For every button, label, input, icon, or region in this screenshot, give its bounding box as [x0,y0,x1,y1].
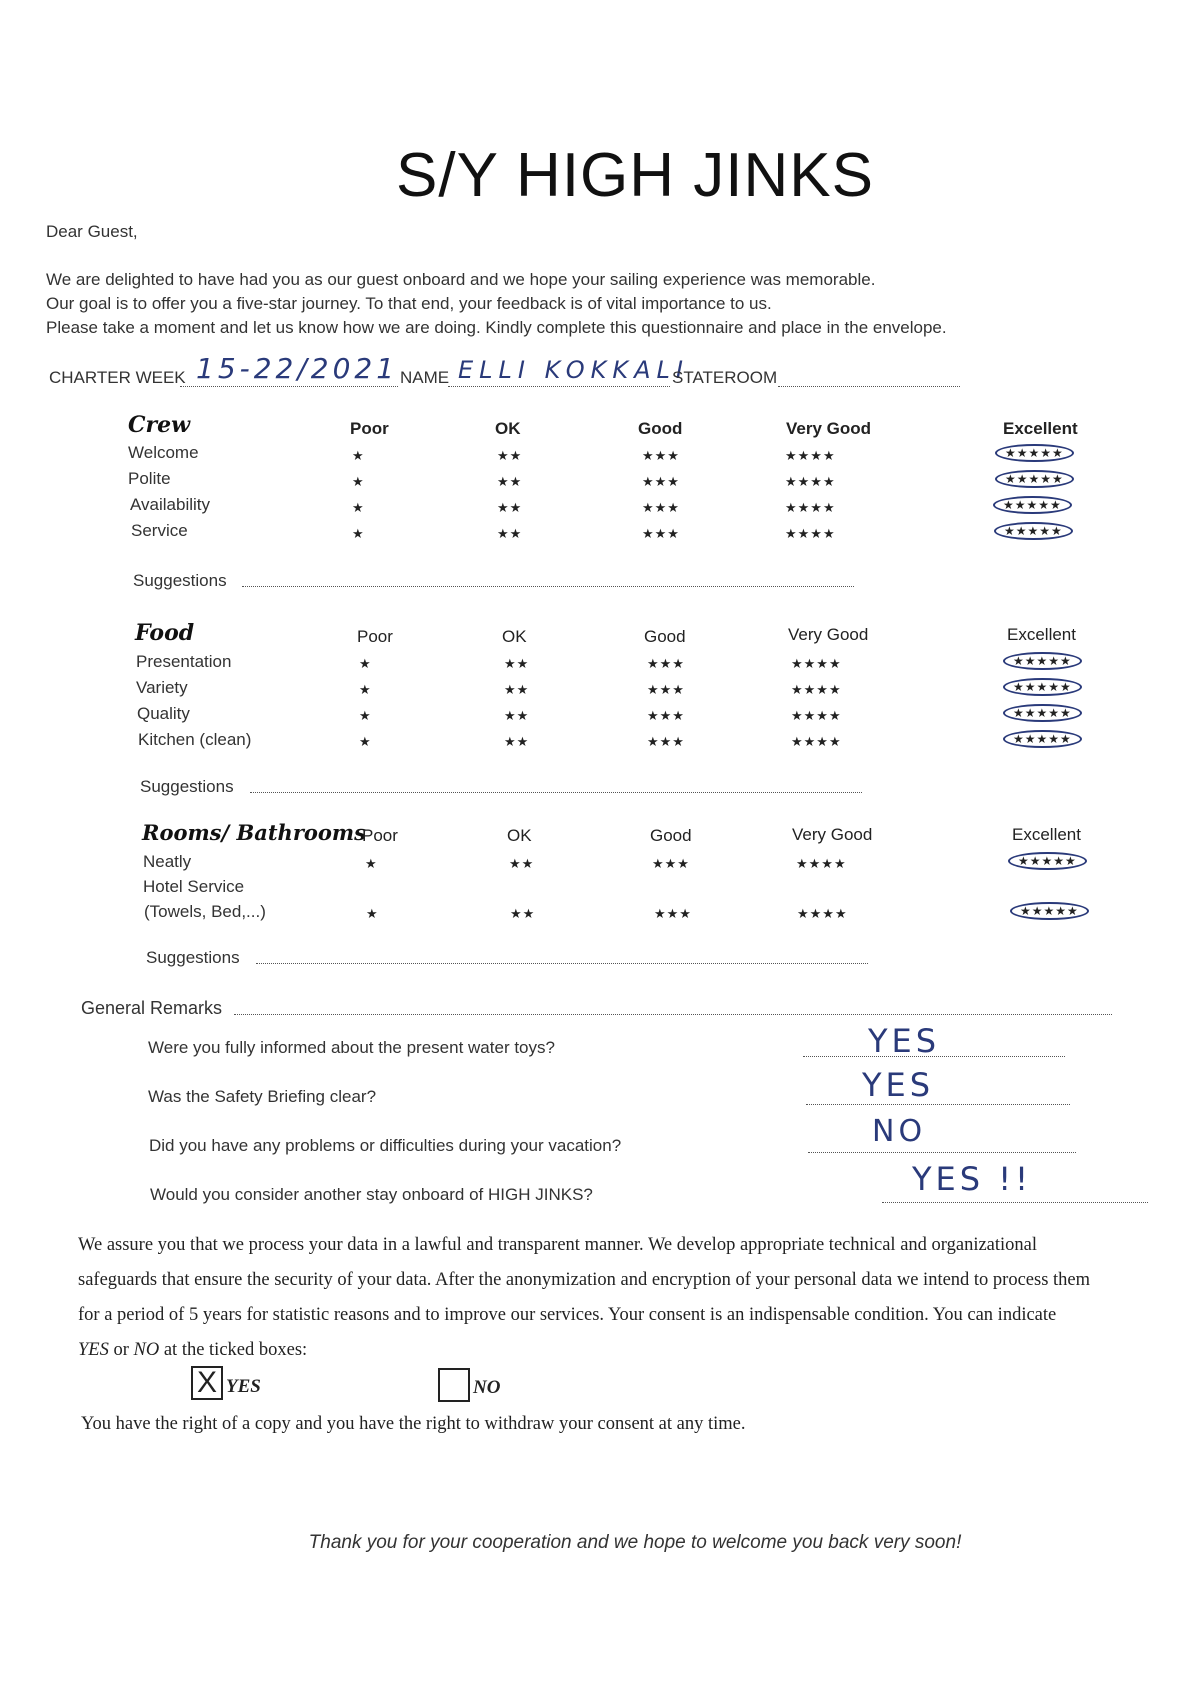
star-3[interactable]: ★★★ [642,526,680,541]
rooms-item-towels-bed: (Towels, Bed,...) [144,902,266,921]
star-4[interactable]: ★★★★ [785,500,836,515]
stateroom-label: STATEROOM [672,368,778,387]
star-1[interactable]: ★ [359,734,372,749]
star-1[interactable]: ★ [366,906,379,921]
section-title-rooms-bathrooms: Rooms/ Bathrooms [142,820,366,845]
charter-week-label: CHARTER WEEK [49,368,186,387]
star-1[interactable]: ★ [352,474,365,489]
food-item-kitchen-clean: Kitchen (clean) [138,730,252,749]
star-2[interactable]: ★★ [504,656,530,671]
star-3[interactable]: ★★★ [642,448,680,463]
star-5-selected[interactable]: ★★★★★ [1010,902,1089,920]
header-excellent: Excellent [1003,419,1078,438]
crew-item-availability: Availability [130,495,211,514]
name-value[interactable]: ELLI KOKKALI [458,356,689,384]
header-poor: Poor [350,419,389,438]
crew-item-polite: Polite [128,469,171,488]
consent-yes-label: YES [226,1376,261,1397]
consent-no-checkbox[interactable] [438,1368,470,1402]
question-2: Was the Safety Briefing clear? [148,1087,377,1106]
header-ok: OK [507,826,532,845]
star-5-selected[interactable]: ★★★★★ [1003,730,1082,748]
crew-item-welcome: Welcome [128,443,199,462]
legal-or: or [108,1340,134,1360]
question-3: Did you have any problems or difficulties during your vacation? [149,1136,622,1155]
header-poor: Poor [357,627,393,646]
crew-suggestions-label: Suggestions [133,571,227,590]
header-very-good: Very Good [786,419,872,438]
rooms-item-hotel-service: Hotel Service [143,877,245,896]
intro-line-1: We are delighted to have had you as our guest onboard and we hope your sailing experience was memorable. [46,270,876,289]
consent-yes-checkbox[interactable]: X [191,1366,223,1400]
star-2[interactable]: ★★ [504,734,530,749]
food-suggestions-line[interactable] [250,792,862,793]
answer-3[interactable]: NO [872,1114,927,1149]
star-2[interactable]: ★★ [504,682,530,697]
star-2[interactable]: ★★ [497,500,523,515]
answer-4-line [882,1202,1148,1203]
star-1[interactable]: ★ [359,682,372,697]
food-item-quality: Quality [137,704,190,723]
header-ok: OK [502,627,527,646]
consent-no-label: NO [473,1377,501,1398]
answer-4[interactable]: YES !! [912,1160,1032,1198]
star-5-selected[interactable]: ★★★★★ [993,496,1072,514]
star-4[interactable]: ★★★★ [785,526,836,541]
legal-line-1: We assure you that we process your data in a lawful and transparent manner. We develop appropriate technical and organizational [78,1235,1038,1255]
header-very-good: Very Good [788,625,869,644]
charter-week-line [180,386,398,387]
star-2[interactable]: ★★ [509,856,535,871]
general-remarks-line[interactable] [234,1014,1112,1015]
star-4[interactable]: ★★★★ [796,856,847,871]
answer-1[interactable]: YES [868,1022,941,1060]
rooms-suggestions-label: Suggestions [146,948,240,967]
star-4[interactable]: ★★★★ [785,474,836,489]
food-item-variety: Variety [136,678,188,697]
crew-item-service: Service [131,521,188,540]
star-2[interactable]: ★★ [510,906,536,921]
star-3[interactable]: ★★★ [647,734,685,749]
answer-3-line [808,1152,1076,1153]
star-1[interactable]: ★ [365,856,378,871]
star-2[interactable]: ★★ [504,708,530,723]
star-3[interactable]: ★★★ [652,856,690,871]
star-4[interactable]: ★★★★ [791,708,842,723]
name-line [448,386,670,387]
stateroom-line[interactable] [778,386,960,387]
star-2[interactable]: ★★ [497,474,523,489]
star-1[interactable]: ★ [352,448,365,463]
question-4: Would you consider another stay onboard of HIGH JINKS? [150,1185,593,1204]
intro-line-2: Our goal is to offer you a five-star journey. To that end, your feedback is of vital importance to us. [46,294,772,313]
food-item-presentation: Presentation [136,652,232,671]
star-2[interactable]: ★★ [497,448,523,463]
general-remarks-label: General Remarks [81,998,223,1018]
star-5-selected[interactable]: ★★★★★ [995,470,1074,488]
legal-line-2: safeguards that ensure the security of your data. After the anonymization and encryption of your personal data we intend to process them [78,1270,1091,1290]
crew-suggestions-line[interactable] [242,586,854,587]
greeting: Dear Guest, [46,222,138,241]
star-3[interactable]: ★★★ [647,708,685,723]
star-4[interactable]: ★★★★ [785,448,836,463]
star-5-selected[interactable]: ★★★★★ [1008,852,1087,870]
name-label: NAME [400,368,450,387]
header-very-good: Very Good [792,825,873,844]
legal-line-3: for a period of 5 years for statistic reasons and to improve our services. Your consent is an indispensable condition. You can indicate [78,1305,1057,1325]
star-3[interactable]: ★★★ [654,906,692,921]
star-5-selected[interactable]: ★★★★★ [995,444,1074,462]
food-suggestions-label: Suggestions [140,777,234,796]
star-1[interactable]: ★ [359,708,372,723]
legal-line-4 [78,1333,1178,1368]
header-excellent: Excellent [1012,825,1081,844]
star-5-selected[interactable]: ★★★★★ [1003,704,1082,722]
star-1[interactable]: ★ [359,656,372,671]
star-4[interactable]: ★★★★ [791,682,842,697]
star-1[interactable]: ★ [352,526,365,541]
header-good: Good [650,826,692,845]
header-excellent: Excellent [1007,625,1076,644]
star-5-selected[interactable]: ★★★★★ [1003,678,1082,696]
star-1[interactable]: ★ [352,500,365,515]
header-good: Good [644,627,686,646]
legal-rest: at the ticked boxes: [159,1340,308,1360]
rooms-item-neatly: Neatly [143,852,192,871]
page-title: S/Y HIGH JINKS [396,141,874,210]
intro-line-3: Please take a moment and let us know how we are doing. Kindly complete this questionnaire and place in the envelope. [46,318,947,337]
section-title-crew: Crew [128,412,191,438]
star-3[interactable]: ★★★ [647,656,685,671]
legal-no: NO [133,1340,160,1360]
rooms-suggestions-line[interactable] [256,963,868,964]
charter-week-value[interactable]: 15-22/2021 [196,352,399,385]
header-poor: Poor [362,826,398,845]
star-4[interactable]: ★★★★ [791,656,842,671]
legal-yes: YES [78,1340,109,1360]
section-title-food: Food [135,620,195,646]
thanks-note: Thank you for your cooperation and we hope to welcome you back very soon! [308,1532,962,1553]
header-good: Good [638,419,683,438]
rights-text: You have the right of a copy and you have the right to withdraw your consent at any time. [81,1414,746,1434]
answer-2[interactable]: YES [862,1066,935,1104]
star-4[interactable]: ★★★★ [791,734,842,749]
header-ok: OK [495,419,521,438]
star-3[interactable]: ★★★ [642,500,680,515]
question-1: Were you fully informed about the present water toys? [148,1038,555,1057]
answer-2-line [806,1104,1070,1105]
star-4[interactable]: ★★★★ [797,906,848,921]
star-5-selected[interactable]: ★★★★★ [994,522,1073,540]
star-3[interactable]: ★★★ [647,682,685,697]
star-3[interactable]: ★★★ [642,474,680,489]
star-2[interactable]: ★★ [497,526,523,541]
star-5-selected[interactable]: ★★★★★ [1003,652,1082,670]
